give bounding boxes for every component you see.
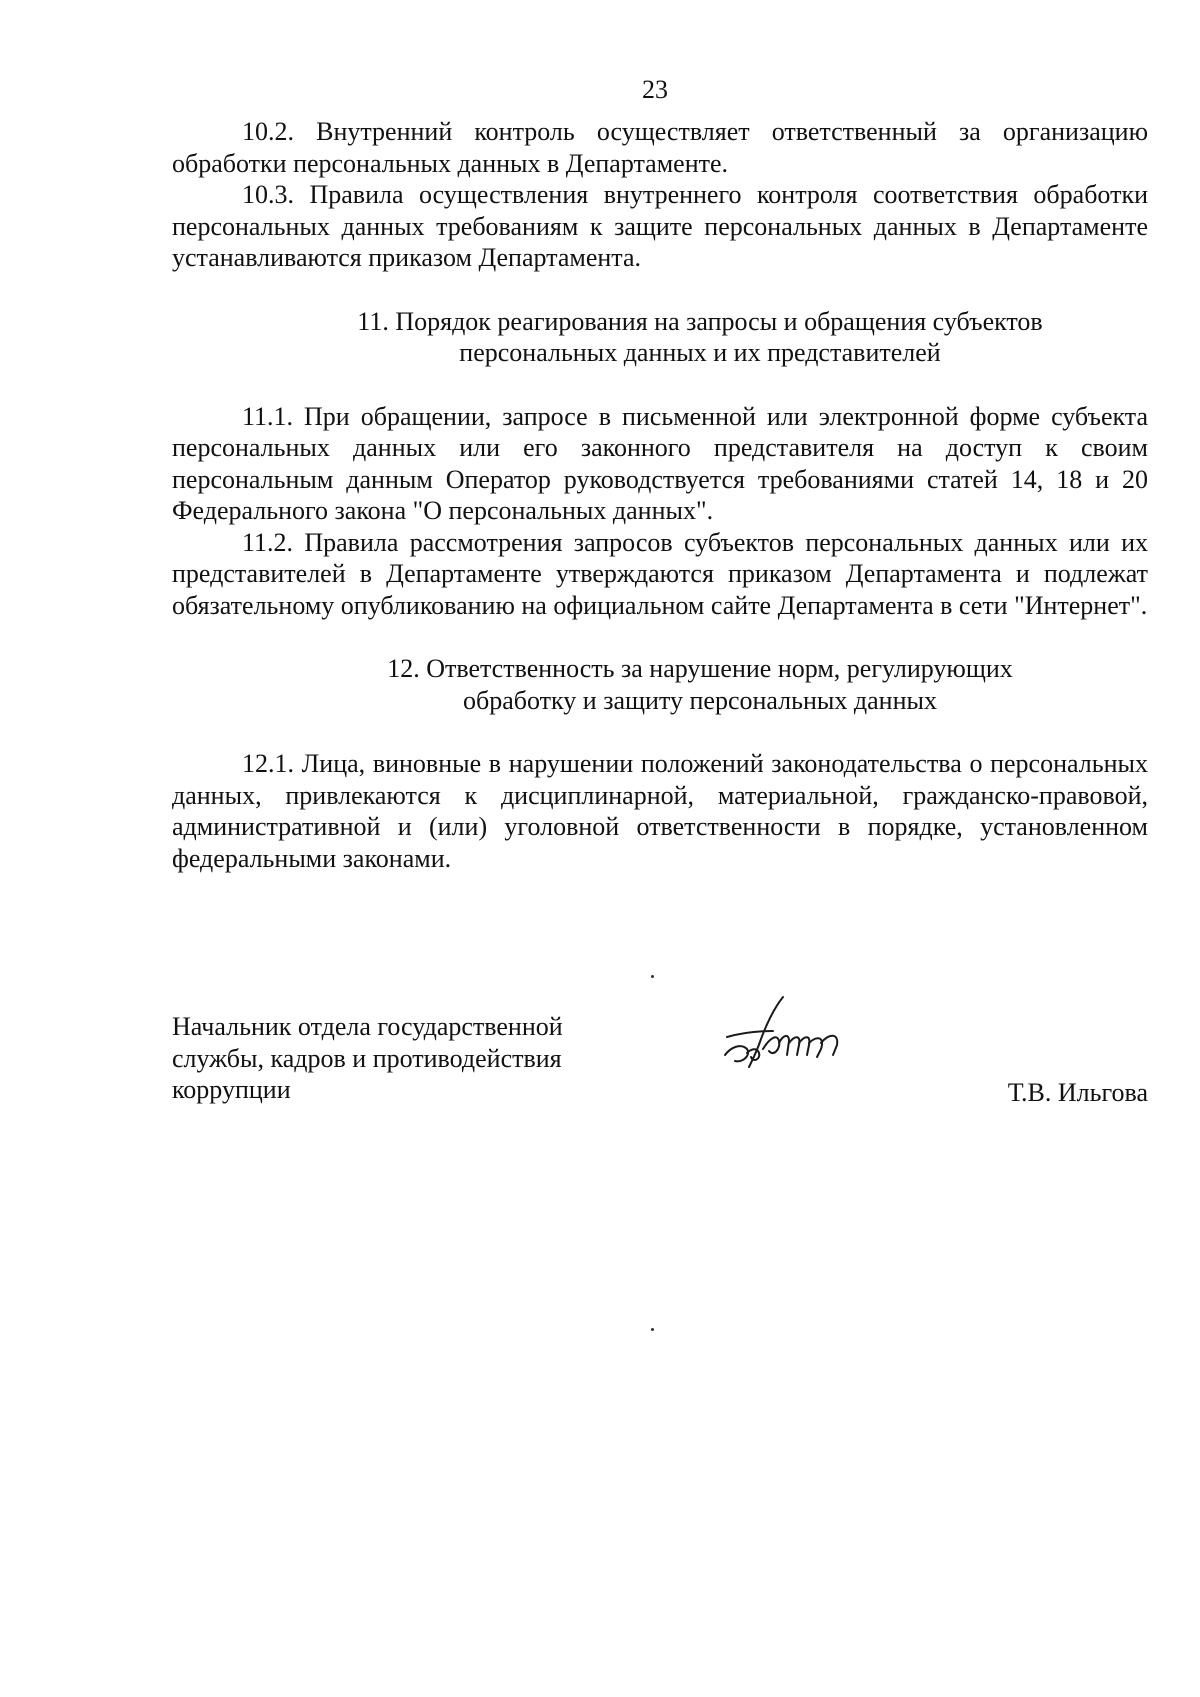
paragraph-10-3: 10.3. Правила осуществления внутреннего контроля соответствия обработки персональных данных требованиям к защите персональных данных в Департаменте устанавливаются приказом Департамента. [172, 180, 1148, 272]
handwritten-signature [717, 993, 847, 1079]
section-11-heading-line-2: персональных данных и их представителей [459, 338, 941, 367]
signer-position-line-3: коррупции [172, 1075, 291, 1104]
section-12-heading-line-2: обработку и защиту персональных данных [463, 685, 937, 715]
scan-speck [651, 1328, 654, 1331]
paragraph-11-1: 11.1. При обращении, запросе в письменной или электронной форме субъекта персональных данных или его законного представителя на доступ к своим персональным данным Оператор руководствуется требованиями статей 14, 18 и 20 Федерального закона "О персональных данных". [172, 401, 1148, 525]
document-body [172, 116, 1148, 874]
signature-block [172, 1011, 1148, 1121]
paragraph-10-2: 10.2. Внутренний контроль осуществляет ответственный за организацию обработки персональных данных в Департаменте. [172, 117, 1148, 178]
signer-position-line-1: Начальник отдела государственной [172, 1012, 563, 1041]
paragraph-11-2: 11.2. Правила рассмотрения запросов субъектов персональных данных или их представителей в Департаменте утверждаются приказом Департамента и подлежат обязательному опубликованию на официальном сайте Департамента в сети "Интернет". [172, 527, 1148, 620]
section-11-heading-line-1: 11. Порядок реагирования на запросы и обращения субъектов [357, 306, 1043, 336]
section-12-heading [172, 653, 1148, 716]
page-number: 23 [642, 75, 668, 104]
signer-position-line-2: службы, кадров и противодействия [172, 1043, 562, 1073]
paragraph-12-1: 12.1. Лица, виновные в нарушении положений законодательства о персональных данных, привлекаются к дисциплинарной, материальной, гражданско-правовой, административной и (или) уголовной ответственности в порядке, установленном федеральными законами. [172, 749, 1148, 873]
section-12-heading-line-1: 12. Ответственность за нарушение норм, регулирующих [387, 654, 1013, 683]
scan-speck [651, 975, 654, 978]
signer-position [172, 1011, 632, 1106]
signer-name: Т.В. Ильгова [1007, 1078, 1148, 1107]
section-11-heading [172, 306, 1148, 369]
